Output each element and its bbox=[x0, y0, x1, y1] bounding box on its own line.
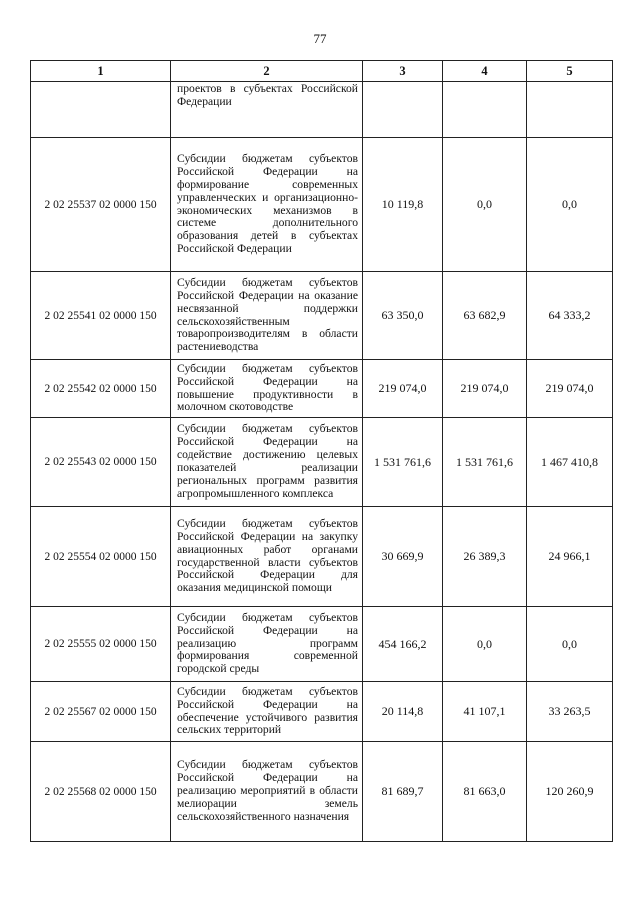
header-col-3: 3 bbox=[363, 61, 443, 82]
row-value-3: 219 074,0 bbox=[363, 360, 443, 418]
row-value-3: 1 531 761,6 bbox=[363, 418, 443, 507]
row-code: 2 02 25555 02 0000 150 bbox=[31, 607, 171, 682]
table-row bbox=[31, 418, 613, 507]
row-value-5: 24 966,1 bbox=[527, 507, 613, 607]
row-value-3: 454 166,2 bbox=[363, 607, 443, 682]
header-row bbox=[31, 61, 613, 82]
row-code: 2 02 25542 02 0000 150 bbox=[31, 360, 171, 418]
row-code: 2 02 25568 02 0000 150 bbox=[31, 742, 171, 842]
table-row bbox=[31, 507, 613, 607]
table-row bbox=[31, 138, 613, 272]
row-value-4: 1 531 761,6 bbox=[443, 418, 527, 507]
row-description: Субсидии бюджетам субъектов Российской Федерации на повышение продуктивности в молочном скотоводстве bbox=[171, 360, 363, 418]
row-value-5: 1 467 410,8 bbox=[527, 418, 613, 507]
row-code bbox=[31, 82, 171, 138]
row-value-4: 63 682,9 bbox=[443, 272, 527, 360]
row-code: 2 02 25543 02 0000 150 bbox=[31, 418, 171, 507]
row-value-5: 219 074,0 bbox=[527, 360, 613, 418]
row-value-4 bbox=[443, 82, 527, 138]
row-value-5: 64 333,2 bbox=[527, 272, 613, 360]
row-value-4: 81 663,0 bbox=[443, 742, 527, 842]
page-number: 77 bbox=[313, 31, 327, 46]
row-value-3: 63 350,0 bbox=[363, 272, 443, 360]
row-value-5: 0,0 bbox=[527, 607, 613, 682]
row-value-4: 0,0 bbox=[443, 607, 527, 682]
header-col-4: 4 bbox=[443, 61, 527, 82]
row-code: 2 02 25554 02 0000 150 bbox=[31, 507, 171, 607]
row-description: Субсидии бюджетам субъектов Российской Федерации на содействие достижению целевых показателей реализации региональных программ развития агропромышленного комплекса bbox=[171, 418, 363, 507]
budget-table bbox=[30, 60, 613, 842]
row-description: Субсидии бюджетам субъектов Российской Федерации на реализацию программ формирования современной городской среды bbox=[171, 607, 363, 682]
row-description: проектов в субъектах Российской Федерации bbox=[171, 82, 363, 138]
table-row bbox=[31, 272, 613, 360]
table-row bbox=[31, 682, 613, 742]
row-value-4: 26 389,3 bbox=[443, 507, 527, 607]
row-value-5: 120 260,9 bbox=[527, 742, 613, 842]
table-row bbox=[31, 82, 613, 138]
table-row bbox=[31, 607, 613, 682]
row-description: Субсидии бюджетам субъектов Российской Федерации на закупку авиационных работ органами государственной власти субъектов Российской Федерации для оказания медицинской помощи bbox=[171, 507, 363, 607]
header-col-1: 1 bbox=[31, 61, 171, 82]
row-value-3 bbox=[363, 82, 443, 138]
row-value-5: 0,0 bbox=[527, 138, 613, 272]
row-value-3: 10 119,8 bbox=[363, 138, 443, 272]
row-value-4: 0,0 bbox=[443, 138, 527, 272]
row-description: Субсидии бюджетам субъектов Российской Федерации на обеспечение устойчивого развития сельских территорий bbox=[171, 682, 363, 742]
table-row bbox=[31, 742, 613, 842]
row-value-4: 41 107,1 bbox=[443, 682, 527, 742]
row-description: Субсидии бюджетам субъектов Российской Федерации на реализацию мероприятий в области мелиорации земель сельскохозяйственного назначения bbox=[171, 742, 363, 842]
row-code: 2 02 25537 02 0000 150 bbox=[31, 138, 171, 272]
table-row bbox=[31, 360, 613, 418]
row-value-5: 33 263,5 bbox=[527, 682, 613, 742]
row-value-3: 20 114,8 bbox=[363, 682, 443, 742]
header-col-2: 2 bbox=[171, 61, 363, 82]
row-value-3: 81 689,7 bbox=[363, 742, 443, 842]
row-value-3: 30 669,9 bbox=[363, 507, 443, 607]
row-value-5 bbox=[527, 82, 613, 138]
row-code: 2 02 25541 02 0000 150 bbox=[31, 272, 171, 360]
header-col-5: 5 bbox=[527, 61, 613, 82]
row-description: Субсидии бюджетам субъектов Российской Федерации на оказание несвязанной поддержки сельскохозяйственным товаропроизводителям в области растениеводства bbox=[171, 272, 363, 360]
row-description: Субсидии бюджетам субъектов Российской Федерации на формирование современных управленческих и организационно-экономических механизмов в системе дополнительного образования детей в субъектах Российской Федерации bbox=[171, 138, 363, 272]
row-value-4: 219 074,0 bbox=[443, 360, 527, 418]
row-code: 2 02 25567 02 0000 150 bbox=[31, 682, 171, 742]
